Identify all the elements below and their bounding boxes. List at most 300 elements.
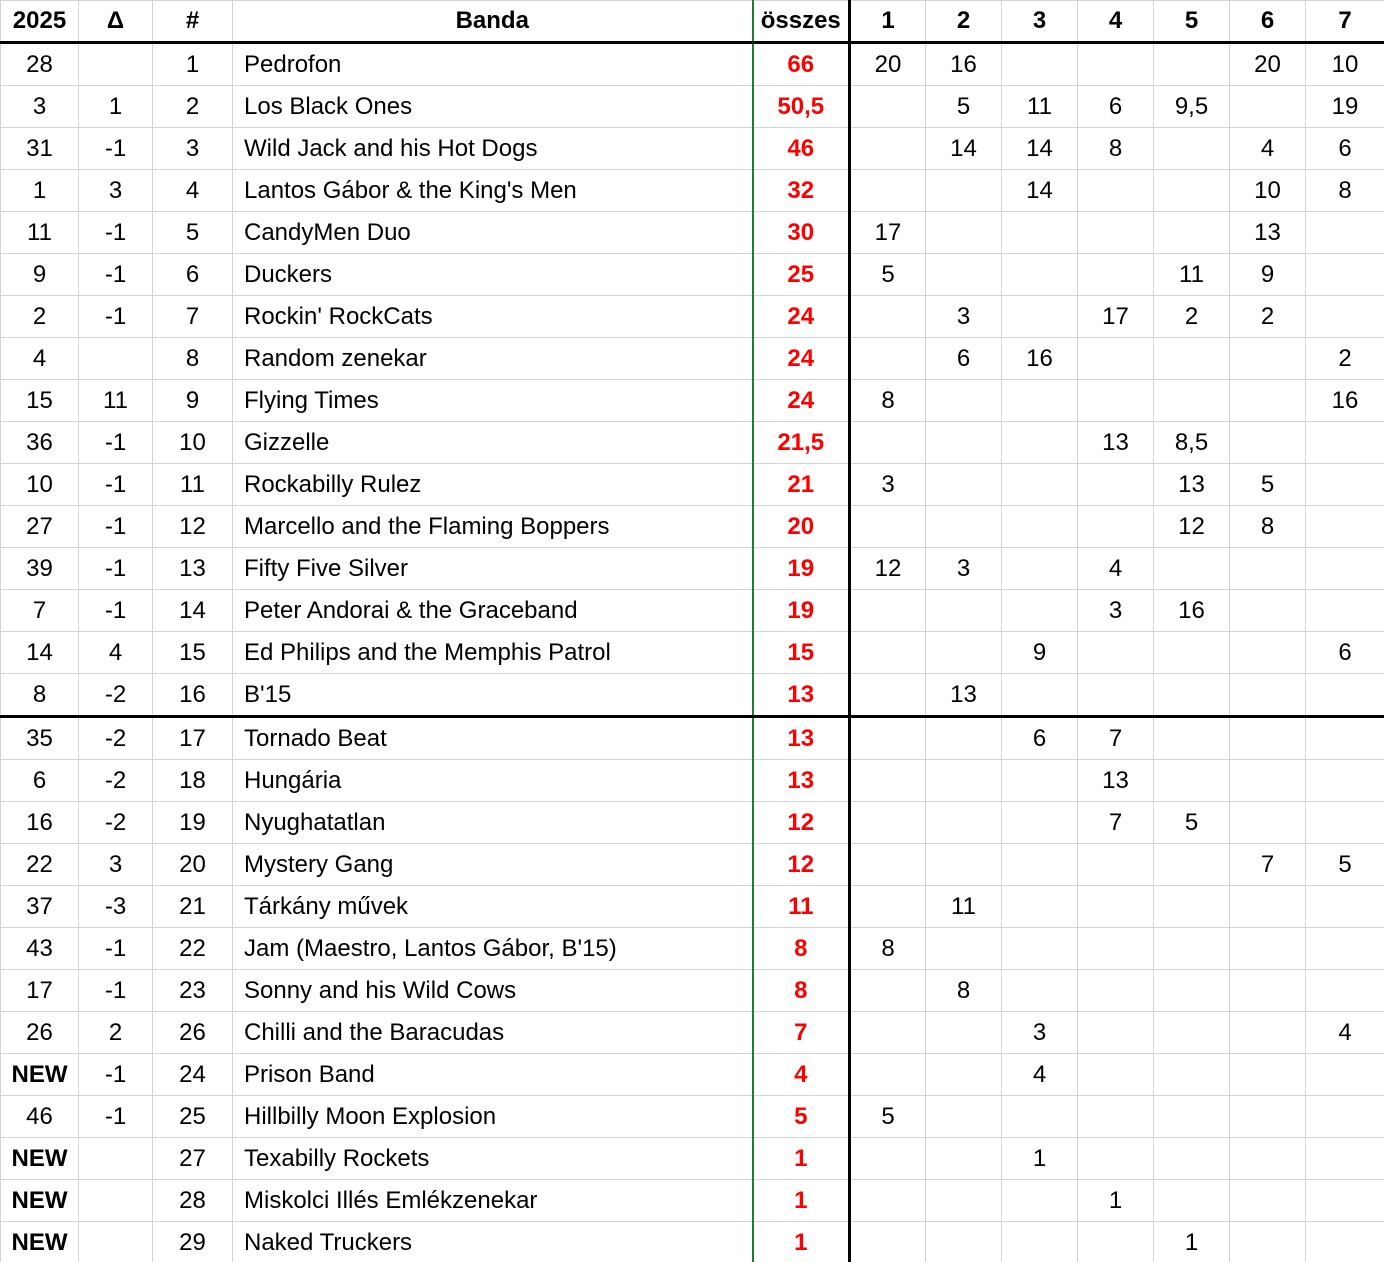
score-cell[interactable]	[1230, 338, 1306, 380]
score-cell[interactable]	[1154, 928, 1230, 970]
score-cell[interactable]	[850, 590, 926, 632]
score-cell[interactable]: 13	[1154, 464, 1230, 506]
score-cell[interactable]	[926, 380, 1002, 422]
score-cell[interactable]: 7	[1078, 717, 1154, 760]
prev-rank-cell[interactable]: 22	[1, 844, 79, 886]
total-cell[interactable]: 12	[753, 844, 850, 886]
score-cell[interactable]	[926, 254, 1002, 296]
prev-rank-cell[interactable]: 8	[1, 674, 79, 717]
score-cell[interactable]: 13	[1078, 760, 1154, 802]
prev-rank-cell[interactable]: 35	[1, 717, 79, 760]
rank-cell[interactable]: 22	[153, 928, 233, 970]
score-cell[interactable]: 14	[1002, 128, 1078, 170]
band-name-cell[interactable]: Hillbilly Moon Explosion	[233, 1096, 753, 1138]
band-name-cell[interactable]: Chilli and the Baracudas	[233, 1012, 753, 1054]
score-cell[interactable]	[1230, 717, 1306, 760]
score-cell[interactable]: 7	[1230, 844, 1306, 886]
total-cell[interactable]: 66	[753, 43, 850, 86]
score-cell[interactable]	[926, 1138, 1002, 1180]
total-cell[interactable]: 12	[753, 802, 850, 844]
score-cell[interactable]: 5	[926, 86, 1002, 128]
band-name-cell[interactable]: Fifty Five Silver	[233, 548, 753, 590]
rank-cell[interactable]: 17	[153, 717, 233, 760]
delta-cell[interactable]	[79, 1222, 153, 1262]
score-cell[interactable]	[926, 1222, 1002, 1262]
score-cell[interactable]	[850, 1012, 926, 1054]
prev-rank-cell[interactable]: 1	[1, 170, 79, 212]
score-cell[interactable]	[1306, 506, 1384, 548]
total-cell[interactable]: 30	[753, 212, 850, 254]
score-cell[interactable]	[1078, 1222, 1154, 1262]
score-cell[interactable]	[850, 844, 926, 886]
score-cell[interactable]	[1002, 970, 1078, 1012]
column-header-round-5[interactable]: 5	[1154, 1, 1230, 43]
score-cell[interactable]: 20	[1230, 43, 1306, 86]
delta-cell[interactable]: -2	[79, 760, 153, 802]
rank-cell[interactable]: 16	[153, 674, 233, 717]
total-cell[interactable]: 13	[753, 717, 850, 760]
score-cell[interactable]	[1154, 212, 1230, 254]
score-cell[interactable]: 14	[926, 128, 1002, 170]
score-cell[interactable]	[926, 422, 1002, 464]
delta-cell[interactable]: 3	[79, 170, 153, 212]
score-cell[interactable]	[1078, 886, 1154, 928]
rank-cell[interactable]: 6	[153, 254, 233, 296]
score-cell[interactable]	[1154, 717, 1230, 760]
total-cell[interactable]: 7	[753, 1012, 850, 1054]
band-name-cell[interactable]: Jam (Maestro, Lantos Gábor, B'15)	[233, 928, 753, 970]
band-name-cell[interactable]: Los Black Ones	[233, 86, 753, 128]
score-cell[interactable]	[1078, 1096, 1154, 1138]
score-cell[interactable]	[1306, 254, 1384, 296]
band-name-cell[interactable]: Pedrofon	[233, 43, 753, 86]
score-cell[interactable]	[850, 970, 926, 1012]
score-cell[interactable]	[1230, 1138, 1306, 1180]
band-name-cell[interactable]: Sonny and his Wild Cows	[233, 970, 753, 1012]
score-cell[interactable]	[1230, 1012, 1306, 1054]
score-cell[interactable]	[1306, 422, 1384, 464]
score-cell[interactable]: 2	[1306, 338, 1384, 380]
total-cell[interactable]: 5	[753, 1096, 850, 1138]
score-cell[interactable]	[1154, 1012, 1230, 1054]
score-cell[interactable]: 20	[850, 43, 926, 86]
score-cell[interactable]	[850, 1138, 926, 1180]
score-cell[interactable]	[850, 422, 926, 464]
prev-rank-cell[interactable]: NEW	[1, 1222, 79, 1262]
score-cell[interactable]	[850, 632, 926, 674]
score-cell[interactable]	[1154, 338, 1230, 380]
delta-cell[interactable]	[79, 43, 153, 86]
column-header-round-7[interactable]: 7	[1306, 1, 1384, 43]
score-cell[interactable]	[850, 86, 926, 128]
score-cell[interactable]: 8	[926, 970, 1002, 1012]
score-cell[interactable]: 4	[1002, 1054, 1078, 1096]
score-cell[interactable]	[926, 802, 1002, 844]
score-cell[interactable]	[1306, 1222, 1384, 1262]
score-cell[interactable]: 13	[1230, 212, 1306, 254]
score-cell[interactable]: 9,5	[1154, 86, 1230, 128]
score-cell[interactable]: 1	[1002, 1138, 1078, 1180]
score-cell[interactable]	[1078, 170, 1154, 212]
score-cell[interactable]	[1078, 254, 1154, 296]
band-name-cell[interactable]: Flying Times	[233, 380, 753, 422]
score-cell[interactable]	[1002, 464, 1078, 506]
score-cell[interactable]	[1230, 1222, 1306, 1262]
score-cell[interactable]: 5	[850, 1096, 926, 1138]
score-cell[interactable]	[850, 674, 926, 717]
prev-rank-cell[interactable]: 6	[1, 760, 79, 802]
column-header-round-2[interactable]: 2	[926, 1, 1002, 43]
score-cell[interactable]	[1154, 170, 1230, 212]
column-header-round-6[interactable]: 6	[1230, 1, 1306, 43]
prev-rank-cell[interactable]: 27	[1, 506, 79, 548]
rank-cell[interactable]: 29	[153, 1222, 233, 1262]
score-cell[interactable]: 1	[1154, 1222, 1230, 1262]
total-cell[interactable]: 50,5	[753, 86, 850, 128]
score-cell[interactable]: 2	[1154, 296, 1230, 338]
score-cell[interactable]: 4	[1078, 548, 1154, 590]
delta-cell[interactable]: -1	[79, 128, 153, 170]
band-name-cell[interactable]: Prison Band	[233, 1054, 753, 1096]
score-cell[interactable]	[1306, 674, 1384, 717]
score-cell[interactable]	[1078, 464, 1154, 506]
score-cell[interactable]: 19	[1306, 86, 1384, 128]
band-name-cell[interactable]: Hungária	[233, 760, 753, 802]
score-cell[interactable]	[926, 1096, 1002, 1138]
score-cell[interactable]	[926, 506, 1002, 548]
prev-rank-cell[interactable]: 3	[1, 86, 79, 128]
delta-cell[interactable]: 3	[79, 844, 153, 886]
score-cell[interactable]	[1306, 970, 1384, 1012]
score-cell[interactable]	[850, 296, 926, 338]
total-cell[interactable]: 15	[753, 632, 850, 674]
score-cell[interactable]	[1002, 1180, 1078, 1222]
score-cell[interactable]	[850, 338, 926, 380]
score-cell[interactable]	[1230, 86, 1306, 128]
prev-rank-cell[interactable]: NEW	[1, 1054, 79, 1096]
score-cell[interactable]	[1306, 296, 1384, 338]
score-cell[interactable]: 17	[850, 212, 926, 254]
total-cell[interactable]: 32	[753, 170, 850, 212]
score-cell[interactable]: 12	[1154, 506, 1230, 548]
delta-cell[interactable]: 4	[79, 632, 153, 674]
score-cell[interactable]: 13	[1078, 422, 1154, 464]
score-cell[interactable]	[1230, 380, 1306, 422]
delta-cell[interactable]	[79, 1180, 153, 1222]
prev-rank-cell[interactable]: NEW	[1, 1180, 79, 1222]
score-cell[interactable]	[1306, 928, 1384, 970]
score-cell[interactable]	[1154, 844, 1230, 886]
score-cell[interactable]: 8	[1078, 128, 1154, 170]
rank-cell[interactable]: 8	[153, 338, 233, 380]
column-header-delta[interactable]: Δ	[79, 1, 153, 43]
band-name-cell[interactable]: B'15	[233, 674, 753, 717]
prev-rank-cell[interactable]: 2	[1, 296, 79, 338]
prev-rank-cell[interactable]: 9	[1, 254, 79, 296]
score-cell[interactable]	[1230, 886, 1306, 928]
score-cell[interactable]: 6	[1306, 632, 1384, 674]
total-cell[interactable]: 4	[753, 1054, 850, 1096]
band-name-cell[interactable]: Peter Andorai & the Graceband	[233, 590, 753, 632]
total-cell[interactable]: 21	[753, 464, 850, 506]
rank-cell[interactable]: 3	[153, 128, 233, 170]
score-cell[interactable]	[1078, 1012, 1154, 1054]
prev-rank-cell[interactable]: 43	[1, 928, 79, 970]
score-cell[interactable]: 8,5	[1154, 422, 1230, 464]
score-cell[interactable]	[926, 928, 1002, 970]
rank-cell[interactable]: 20	[153, 844, 233, 886]
score-cell[interactable]	[1002, 422, 1078, 464]
rank-cell[interactable]: 7	[153, 296, 233, 338]
score-cell[interactable]	[1078, 632, 1154, 674]
score-cell[interactable]	[850, 717, 926, 760]
rank-cell[interactable]: 28	[153, 1180, 233, 1222]
score-cell[interactable]	[1154, 632, 1230, 674]
score-cell[interactable]: 10	[1230, 170, 1306, 212]
score-cell[interactable]	[1002, 212, 1078, 254]
band-name-cell[interactable]: Mystery Gang	[233, 844, 753, 886]
total-cell[interactable]: 1	[753, 1138, 850, 1180]
column-header-round-1[interactable]: 1	[850, 1, 926, 43]
rank-cell[interactable]: 26	[153, 1012, 233, 1054]
prev-rank-cell[interactable]: 17	[1, 970, 79, 1012]
delta-cell[interactable]: -1	[79, 254, 153, 296]
score-cell[interactable]	[926, 717, 1002, 760]
prev-rank-cell[interactable]: 16	[1, 802, 79, 844]
score-cell[interactable]: 13	[926, 674, 1002, 717]
score-cell[interactable]	[1002, 802, 1078, 844]
score-cell[interactable]	[850, 886, 926, 928]
score-cell[interactable]	[1078, 928, 1154, 970]
score-cell[interactable]	[1002, 844, 1078, 886]
score-cell[interactable]	[1002, 506, 1078, 548]
score-cell[interactable]	[926, 1180, 1002, 1222]
total-cell[interactable]: 19	[753, 548, 850, 590]
prev-rank-cell[interactable]: 39	[1, 548, 79, 590]
prev-rank-cell[interactable]: 10	[1, 464, 79, 506]
delta-cell[interactable]: 11	[79, 380, 153, 422]
score-cell[interactable]	[1078, 844, 1154, 886]
score-cell[interactable]	[926, 1012, 1002, 1054]
score-cell[interactable]: 16	[1154, 590, 1230, 632]
score-cell[interactable]	[1078, 674, 1154, 717]
score-cell[interactable]: 5	[1306, 844, 1384, 886]
total-cell[interactable]: 1	[753, 1180, 850, 1222]
score-cell[interactable]	[1002, 254, 1078, 296]
score-cell[interactable]	[926, 1054, 1002, 1096]
score-cell[interactable]: 5	[850, 254, 926, 296]
total-cell[interactable]: 13	[753, 760, 850, 802]
score-cell[interactable]	[1002, 928, 1078, 970]
score-cell[interactable]: 11	[926, 886, 1002, 928]
rank-cell[interactable]: 13	[153, 548, 233, 590]
score-cell[interactable]	[1306, 1096, 1384, 1138]
column-header-total[interactable]: összes	[753, 1, 850, 43]
score-cell[interactable]	[1306, 1138, 1384, 1180]
score-cell[interactable]	[1002, 590, 1078, 632]
score-cell[interactable]	[1002, 548, 1078, 590]
total-cell[interactable]: 11	[753, 886, 850, 928]
score-cell[interactable]	[1306, 548, 1384, 590]
score-cell[interactable]	[1002, 674, 1078, 717]
score-cell[interactable]: 1	[1078, 1180, 1154, 1222]
score-cell[interactable]	[1078, 212, 1154, 254]
prev-rank-cell[interactable]: 31	[1, 128, 79, 170]
score-cell[interactable]	[926, 844, 1002, 886]
score-cell[interactable]: 2	[1230, 296, 1306, 338]
delta-cell[interactable]: -1	[79, 970, 153, 1012]
column-header-round-3[interactable]: 3	[1002, 1, 1078, 43]
total-cell[interactable]: 21,5	[753, 422, 850, 464]
prev-rank-cell[interactable]: 14	[1, 632, 79, 674]
delta-cell[interactable]: -2	[79, 674, 153, 717]
score-cell[interactable]	[1306, 802, 1384, 844]
score-cell[interactable]	[1002, 886, 1078, 928]
delta-cell[interactable]: -1	[79, 296, 153, 338]
score-cell[interactable]: 6	[1306, 128, 1384, 170]
delta-cell[interactable]: -1	[79, 1096, 153, 1138]
delta-cell[interactable]: 1	[79, 86, 153, 128]
score-cell[interactable]: 16	[926, 43, 1002, 86]
score-cell[interactable]	[850, 128, 926, 170]
total-cell[interactable]: 25	[753, 254, 850, 296]
score-cell[interactable]	[1306, 886, 1384, 928]
prev-rank-cell[interactable]: 46	[1, 1096, 79, 1138]
score-cell[interactable]: 11	[1154, 254, 1230, 296]
score-cell[interactable]	[1078, 970, 1154, 1012]
score-cell[interactable]	[1230, 590, 1306, 632]
score-cell[interactable]: 16	[1306, 380, 1384, 422]
score-cell[interactable]	[1306, 1054, 1384, 1096]
score-cell[interactable]: 16	[1002, 338, 1078, 380]
score-cell[interactable]	[1078, 338, 1154, 380]
score-cell[interactable]	[1230, 802, 1306, 844]
score-cell[interactable]	[1002, 760, 1078, 802]
total-cell[interactable]: 8	[753, 970, 850, 1012]
score-cell[interactable]	[1154, 1054, 1230, 1096]
score-cell[interactable]	[1306, 717, 1384, 760]
band-name-cell[interactable]: Tornado Beat	[233, 717, 753, 760]
score-cell[interactable]	[1306, 464, 1384, 506]
rank-cell[interactable]: 25	[153, 1096, 233, 1138]
score-cell[interactable]: 11	[1002, 86, 1078, 128]
score-cell[interactable]	[850, 170, 926, 212]
score-cell[interactable]: 5	[1154, 802, 1230, 844]
score-cell[interactable]	[1078, 1054, 1154, 1096]
score-cell[interactable]: 17	[1078, 296, 1154, 338]
score-cell[interactable]	[926, 464, 1002, 506]
score-cell[interactable]: 9	[1002, 632, 1078, 674]
delta-cell[interactable]: -1	[79, 928, 153, 970]
score-cell[interactable]: 3	[850, 464, 926, 506]
score-cell[interactable]	[850, 802, 926, 844]
score-cell[interactable]	[926, 632, 1002, 674]
score-cell[interactable]	[926, 170, 1002, 212]
score-cell[interactable]: 6	[1002, 717, 1078, 760]
rank-cell[interactable]: 18	[153, 760, 233, 802]
score-cell[interactable]	[850, 1054, 926, 1096]
score-cell[interactable]	[1002, 43, 1078, 86]
delta-cell[interactable]: 2	[79, 1012, 153, 1054]
score-cell[interactable]: 3	[1078, 590, 1154, 632]
prev-rank-cell[interactable]: NEW	[1, 1138, 79, 1180]
score-cell[interactable]: 5	[1230, 464, 1306, 506]
band-name-cell[interactable]: Random zenekar	[233, 338, 753, 380]
score-cell[interactable]	[1078, 380, 1154, 422]
delta-cell[interactable]: -1	[79, 506, 153, 548]
score-cell[interactable]	[1230, 1054, 1306, 1096]
band-name-cell[interactable]: CandyMen Duo	[233, 212, 753, 254]
total-cell[interactable]: 1	[753, 1222, 850, 1262]
score-cell[interactable]	[1154, 760, 1230, 802]
band-name-cell[interactable]: Miskolci Illés Emlékzenekar	[233, 1180, 753, 1222]
score-cell[interactable]: 6	[926, 338, 1002, 380]
score-cell[interactable]	[1230, 928, 1306, 970]
score-cell[interactable]	[1078, 506, 1154, 548]
score-cell[interactable]	[850, 1180, 926, 1222]
delta-cell[interactable]: -1	[79, 212, 153, 254]
score-cell[interactable]	[1154, 380, 1230, 422]
prev-rank-cell[interactable]: 37	[1, 886, 79, 928]
score-cell[interactable]: 10	[1306, 43, 1384, 86]
score-cell[interactable]: 8	[1306, 170, 1384, 212]
rank-cell[interactable]: 11	[153, 464, 233, 506]
score-cell[interactable]: 4	[1230, 128, 1306, 170]
column-header-rank[interactable]: #	[153, 1, 233, 43]
rank-cell[interactable]: 10	[153, 422, 233, 464]
score-cell[interactable]	[1306, 590, 1384, 632]
score-cell[interactable]: 9	[1230, 254, 1306, 296]
score-cell[interactable]	[926, 212, 1002, 254]
delta-cell[interactable]: -2	[79, 802, 153, 844]
delta-cell[interactable]: -1	[79, 464, 153, 506]
rank-cell[interactable]: 5	[153, 212, 233, 254]
delta-cell[interactable]: -1	[79, 1054, 153, 1096]
column-header-banda[interactable]: Banda	[233, 1, 753, 43]
score-cell[interactable]: 8	[850, 380, 926, 422]
score-cell[interactable]	[1002, 380, 1078, 422]
score-cell[interactable]	[1154, 128, 1230, 170]
score-cell[interactable]	[1230, 1096, 1306, 1138]
prev-rank-cell[interactable]: 7	[1, 590, 79, 632]
delta-cell[interactable]	[79, 1138, 153, 1180]
score-cell[interactable]	[850, 1222, 926, 1262]
rank-cell[interactable]: 27	[153, 1138, 233, 1180]
rank-cell[interactable]: 2	[153, 86, 233, 128]
score-cell[interactable]	[1230, 970, 1306, 1012]
score-cell[interactable]	[1306, 212, 1384, 254]
score-cell[interactable]	[1230, 1180, 1306, 1222]
prev-rank-cell[interactable]: 15	[1, 380, 79, 422]
score-cell[interactable]	[850, 760, 926, 802]
band-name-cell[interactable]: Marcello and the Flaming Boppers	[233, 506, 753, 548]
score-cell[interactable]: 3	[1002, 1012, 1078, 1054]
rank-cell[interactable]: 14	[153, 590, 233, 632]
score-cell[interactable]	[1154, 886, 1230, 928]
total-cell[interactable]: 24	[753, 296, 850, 338]
total-cell[interactable]: 24	[753, 380, 850, 422]
score-cell[interactable]	[850, 506, 926, 548]
score-cell[interactable]	[1154, 674, 1230, 717]
rank-cell[interactable]: 15	[153, 632, 233, 674]
total-cell[interactable]: 19	[753, 590, 850, 632]
score-cell[interactable]	[1078, 43, 1154, 86]
prev-rank-cell[interactable]: 36	[1, 422, 79, 464]
score-cell[interactable]: 6	[1078, 86, 1154, 128]
score-cell[interactable]	[1002, 1222, 1078, 1262]
rank-cell[interactable]: 4	[153, 170, 233, 212]
band-name-cell[interactable]: Wild Jack and his Hot Dogs	[233, 128, 753, 170]
